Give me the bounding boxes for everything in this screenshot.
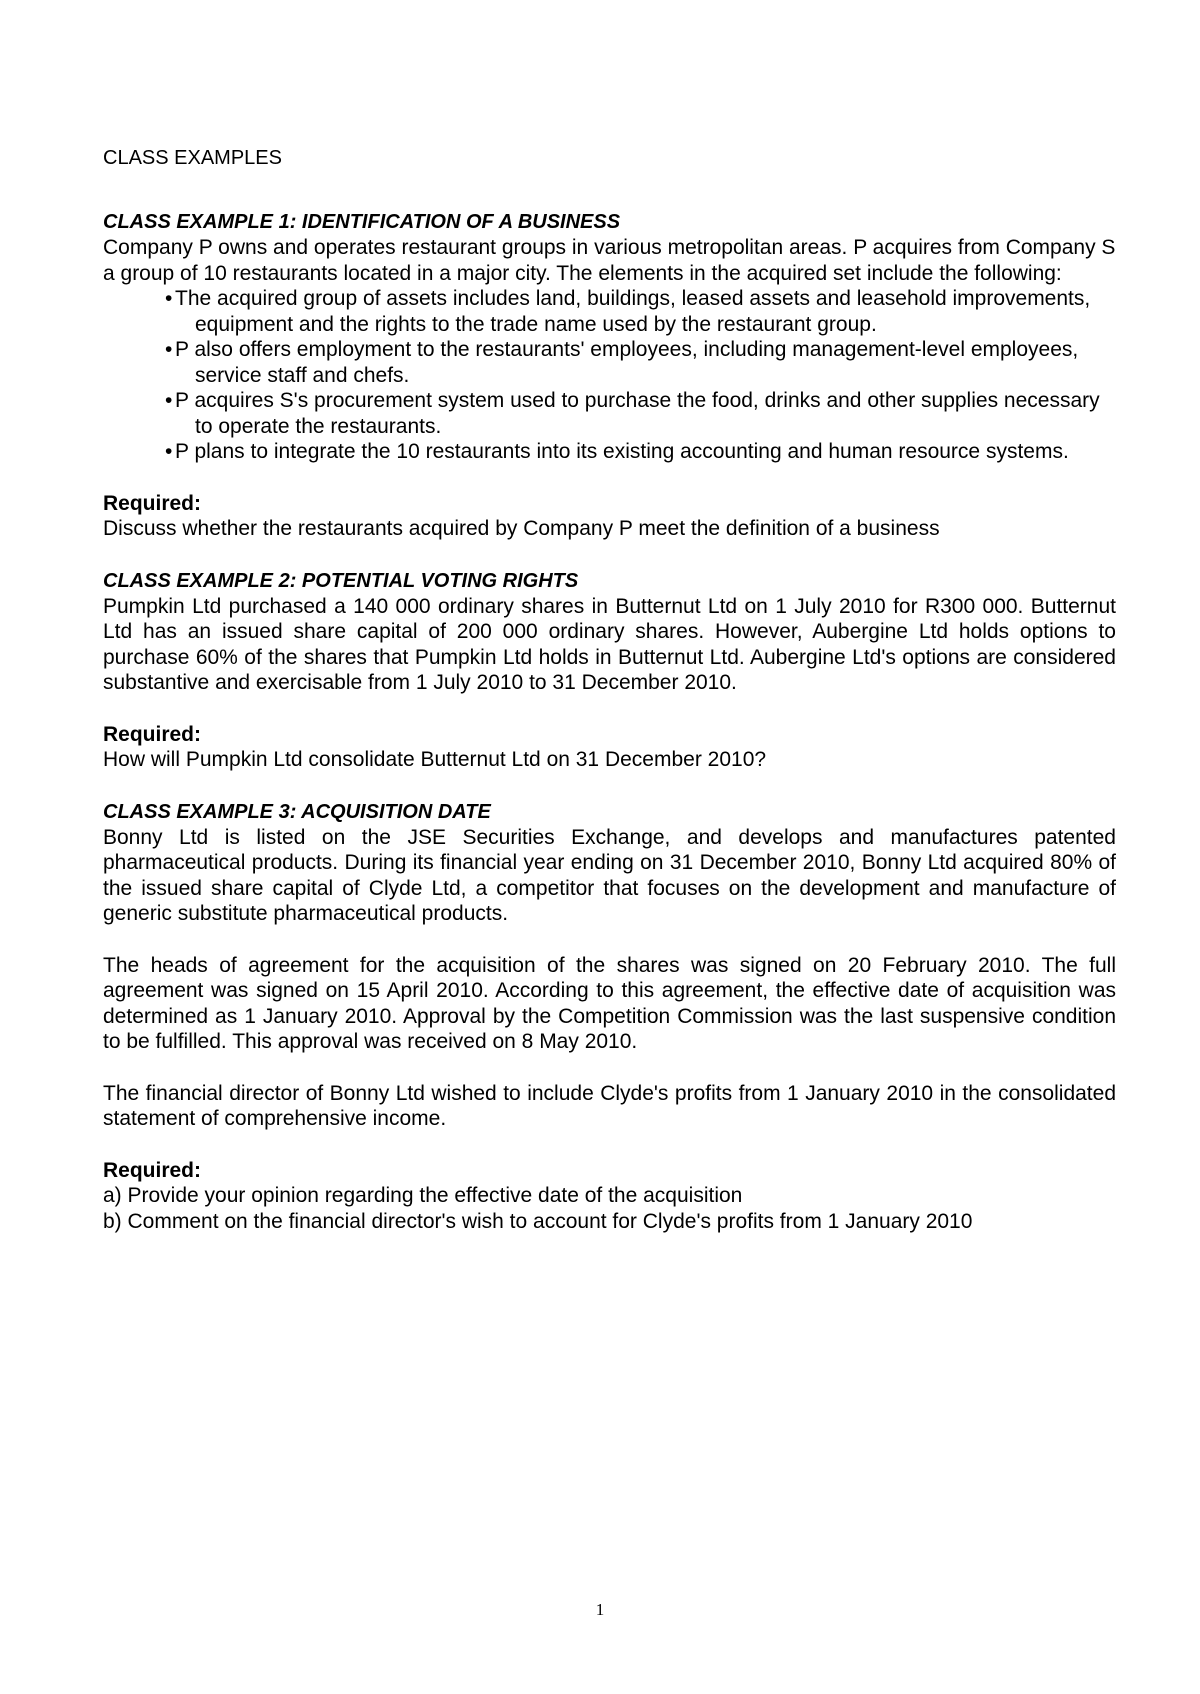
example-1-intro: Company P owns and operates restaurant groups in various metropolitan areas. P acquires from Company S a group of 10 restaurants located in a major city. The elements in the acquired set include the following: bbox=[103, 236, 1116, 285]
list-item bbox=[165, 439, 1116, 465]
bullet-icon: • bbox=[165, 338, 173, 361]
class-example-1 bbox=[103, 210, 1116, 542]
page-number: 1 bbox=[595, 1600, 605, 1619]
example-3-required-label: Required: bbox=[103, 1158, 202, 1182]
bullet-icon: • bbox=[165, 389, 173, 412]
list-item bbox=[165, 388, 1116, 439]
example-1-required-text: Discuss whether the restaurants acquired by Company P meet the definition of a business bbox=[103, 517, 940, 540]
document-page bbox=[103, 146, 1116, 1234]
list-item-text: The acquired group of assets includes land, buildings, leased assets and leasehold improvements, equipment and the rights to the trade name used by the restaurant group. bbox=[175, 287, 1091, 336]
example-2-heading: CLASS EXAMPLE 2: POTENTIAL VOTING RIGHTS bbox=[103, 569, 579, 592]
example-1-heading: CLASS EXAMPLE 1: IDENTIFICATION OF A BUSINESS bbox=[103, 211, 621, 233]
list-item bbox=[165, 337, 1116, 388]
example-1-bullet-list bbox=[103, 286, 1116, 465]
example-2-body: Pumpkin Ltd purchased a 140 000 ordinary shares in Butternut Ltd on 1 July 2010 for R300 000. Butternut Ltd has an issued share capital of 200 000 ordinary shares. However, Aubergine Ltd holds options to purchase 60% of the shares that Pumpkin Ltd holds in Butternut Ltd. Aubergine Ltd's options are considered substantive and exercisable from 1 July 2010 to 31 December 2010. bbox=[103, 594, 1116, 694]
example-3-required-item-b: b) Comment on the financial director's wish to account for Clyde's profits from 1 January 2010 bbox=[103, 1209, 973, 1233]
class-example-3 bbox=[103, 800, 1116, 1235]
document-title: CLASS EXAMPLES bbox=[103, 147, 282, 169]
list-item-text: P acquires S's procurement system used to purchase the food, drinks and other supplies necessary to operate the restaurants. bbox=[175, 389, 1100, 438]
list-item-text: P plans to integrate the 10 restaurants into its existing accounting and human resource systems. bbox=[175, 440, 1069, 463]
example-2-required-label: Required: bbox=[103, 722, 202, 746]
example-3-paragraph-3: The financial director of Bonny Ltd wished to include Clyde's profits from 1 January 2010 in the consolidated statement of comprehensive income. bbox=[103, 1081, 1116, 1130]
list-item-text: P also offers employment to the restaurants' employees, including management-level employees, service staff and chefs. bbox=[175, 338, 1079, 387]
bullet-icon: • bbox=[165, 287, 173, 310]
example-3-heading: CLASS EXAMPLE 3: ACQUISITION DATE bbox=[103, 800, 491, 823]
example-1-required-label: Required: bbox=[103, 491, 202, 515]
bullet-icon: • bbox=[165, 440, 173, 463]
example-3-required-item-a: a) Provide your opinion regarding the effective date of the acquisition bbox=[103, 1184, 743, 1207]
class-example-2 bbox=[103, 569, 1116, 773]
example-3-paragraph-1: Bonny Ltd is listed on the JSE Securities Exchange, and develops and manufactures patented pharmaceutical products. During its financial year ending on 31 December 2010, Bonny Ltd acquired 80% of the issued share capital of Clyde Ltd, a competitor that focuses on the development and manufacture of generic substitute pharmaceutical products. bbox=[103, 825, 1116, 925]
list-item bbox=[165, 286, 1116, 337]
example-3-paragraph-2: The heads of agreement for the acquisition of the shares was signed on 20 February 2010. The full agreement was signed on 15 April 2010. According to this agreement, the effective date of acquisition was determined as 1 January 2010. Approval by the Competition Commission was the last suspensive condition to be fulfilled. This approval was received on 8 May 2010. bbox=[103, 953, 1116, 1053]
example-2-required-text: How will Pumpkin Ltd consolidate Butternut Ltd on 31 December 2010? bbox=[103, 748, 767, 771]
